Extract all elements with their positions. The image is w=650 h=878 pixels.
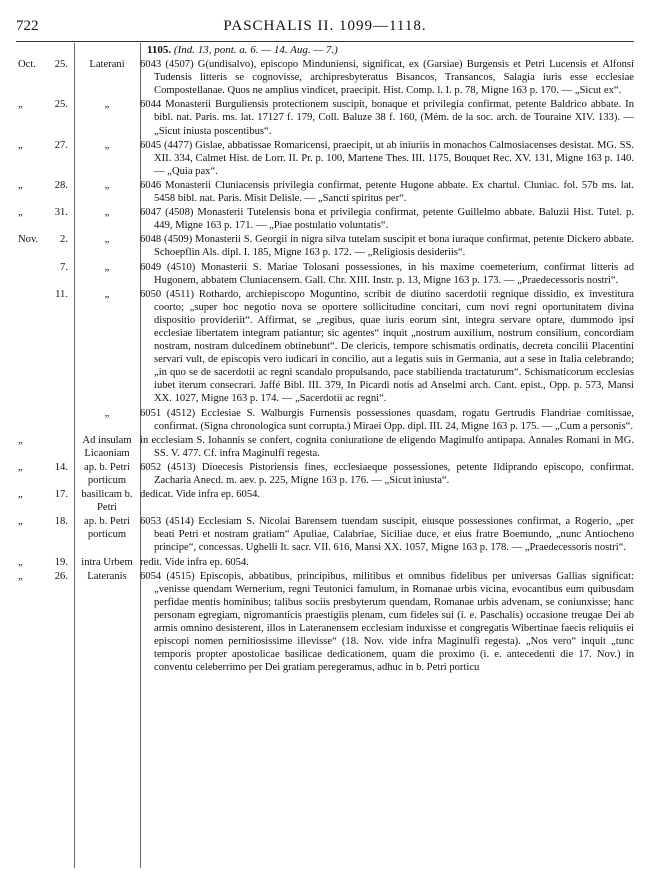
entry-text: 6050 (4511) Rothardo, archiepiscopo Moguntino, scribit de diutino sacerdotii regnique dissidio, ex investitura coorto; „super hoc negotio nova se oportere sollicitudine concitari, cum novi regni oportunitatem divina dispositio provideriit“. Affirmat, se „regibus, quae iuris eorum sint, integra servare optare, dummodo ipsi ecclesiae libertatem integram patiantur; sic agentes“ inquit „nostrum auxilium, nostrum consilium, concordiam nostram, nostram dulcedinem obtinebunt“. De clericis, tempore schismatis ordinatis, decreta concilii Placentini servari vult, de episcopis vero iudicari in concilio, aut a legatis suis in Germania, aut a sese in Italia celebrando; „in quo se de sacerdotii ac regni scandalo propulsando, pace stabilienda tractaturum“. Schismaticorum ecclesias iubet iterum consecrari. Jaffé Bibl. III. 379, In Picardi notis ad Anselmi arch. Cant. epist., Opp. p. 573, Mansi XX. 1027, Migne 163 p. 174. — „Sacerdotii ac regni“. [140, 288, 634, 405]
entry-place: „ [104, 179, 110, 191]
entry-day: 25. [54, 59, 68, 71]
entry-day: 25. [54, 99, 68, 111]
entry-text: 6051 (4512) Ecclesiae S. Walburgis Furnensis possessiones quasdam, rogatu Gertrudis Flandriae comitissae, confirmat. (Signa chronologica sunt corrupta.) Miraei Opp. dipl. III. 24, Migne 163 p. 175. — „Cum a personis“. [140, 407, 634, 432]
entry-month: „ [18, 207, 23, 219]
regesta-entry [16, 139, 634, 178]
entry-text: 6049 (4510) Monasterii S. Mariae Tolosani possessiones, in his maxime coemeterium, confirmat litteris ad Hugonem, abbatem Cluniacensem. Gall. Chr. XIII. Instr. p. 13, Migne 163 p. 173. — „Praedecessoris nostri“. [140, 261, 634, 286]
running-header [16, 18, 634, 38]
entry-text: 6043 (4507) G(undisalvo), episcopo Minduniensi, significat, ex (Garsiae) Burgensis et Petri Lucensis et Alfonsi Tudensis litteris se cognovisse, archipresbyteratus Bisancos, Transancos, Salagia iuris esse ecclesiae Compostellanae. Quos ne amplius vindicet, praecipit. Hist. Comp. l. I. p. 78, Migne 163 p. 170. — „Sicut ex“. [140, 59, 634, 97]
entry-day: 18. [54, 516, 68, 528]
year: 1105. [147, 44, 172, 56]
regesta-entry [16, 288, 634, 406]
regesta-entry [16, 98, 634, 137]
regesta-entry [16, 179, 634, 205]
running-head: PASCHALIS II. 1099—1118. [223, 18, 427, 34]
regesta-entry [16, 488, 634, 514]
entry-text: 6053 (4514) Ecclesiam S. Nicolai Barensem tuendam suscipit, eiusque possessiones confirmat, a Rogerio, „per beati Petri et nostram gratiam“ Apuliae, Calabriae, Siciliae duce, et eius fratre Boemundo, „nunc Antiocheno principe“, concessas. Ughelli It. sacr. VII. 616, Mansi XX. 1057, Migne 163 p. 178. — „Praedecessoris nostri“. [140, 516, 634, 554]
entry-place: „ [104, 207, 110, 219]
indiction: (Ind. 13, pont. a. 6. — 14. Aug. — 7.) [173, 44, 338, 56]
regesta-entry [16, 233, 634, 259]
regesta-entry [16, 461, 634, 487]
entry-text: dedicat. Vide infra ep. 6054. [140, 489, 261, 501]
entry-place: ap. b. Petri porticum [84, 461, 130, 486]
entry-place: „ [104, 407, 110, 419]
entry-text: 6044 Monasterii Burguliensis protectionem suscipit, bonaque et privilegia confirmat, petente Baldrico abbate. In bibl. nat. Paris. ms. lat. 17127 f. 179, Coll. Baluze 38 f. 160, (Mém. de la soc. arch. de Touraine XIV. 133). — „Sicut iniusta poscentibus“. [140, 99, 634, 137]
entry-place: basilicam b. Petri [81, 489, 133, 514]
entry-place: „ [104, 288, 110, 300]
entry-place: „ [104, 261, 110, 273]
entry-day: 19. [54, 556, 68, 568]
entry-month: „ [18, 516, 23, 528]
regesta-entry [16, 206, 634, 232]
entry-text: 6052 (4513) Dioecesis Pistoriensis fines, ecclesiaeque possessiones, petente Ildiprando episcopo, confirmat. Zacharia Anecd. m. aev. p. 225, Migne 163 p. 176. — „Sicut iniusta“. [140, 461, 634, 486]
entry-month: Nov. [18, 234, 39, 246]
entry-day: 28. [54, 179, 68, 191]
regesta-entry [16, 434, 634, 460]
regesta-entry [16, 58, 634, 97]
entry-month: „ [18, 556, 23, 568]
entry-text: 6047 (4508) Monasterii Tutelensis bona et privilegia confirmat, petente Guillelmo abbate. Baluzii Hist. Tutel. p. 449, Migne 163 p. 171. — „Piae postulatio voluntatis“. [140, 207, 634, 232]
entry-place: Lateranis [87, 570, 127, 582]
entry-text: redit. Vide infra ep. 6054. [140, 556, 249, 568]
regesta-entry [16, 556, 634, 569]
entry-month: „ [18, 434, 23, 446]
entry-month: Oct. [18, 59, 36, 71]
regesta-entry [16, 515, 634, 554]
entry-day: 14. [54, 461, 68, 473]
entry-place: ap. b. Petri porticum [84, 516, 130, 541]
entry-month: „ [18, 461, 23, 473]
entry-month: „ [18, 489, 23, 501]
entry-day: 7. [60, 261, 68, 273]
entry-place: „ [104, 234, 110, 246]
regesta-table [16, 44, 634, 674]
entry-place: „ [104, 139, 110, 151]
entry-text: 6046 Monasterii Cluniacensis privilegia confirmat, petente Hugone abbate. Ex chartul. Cluniac. fol. 57b ms. lat. 5458 bibl. nat. Paris. Misit Delisle. — „Sancti spiritus per“. [140, 179, 634, 205]
regesta-entry [16, 407, 634, 433]
entry-place: intra Urbem [81, 556, 133, 568]
regesta-entry [16, 261, 634, 287]
entry-place: „ [104, 99, 110, 111]
entry-month: „ [18, 570, 23, 582]
entry-day: 26. [54, 570, 68, 582]
entry-day: 31. [54, 207, 68, 219]
regesta-entry [16, 570, 634, 675]
entry-month: „ [18, 179, 23, 191]
header-rule [16, 41, 634, 42]
entry-month: „ [18, 139, 23, 151]
page-number: 722 [16, 18, 39, 34]
entry-day: 27. [54, 139, 68, 151]
entry-month: „ [18, 99, 23, 111]
entry-day: 11. [55, 288, 68, 300]
entry-day: 17. [54, 489, 68, 501]
entry-text: 6048 (4509) Monasterii S. Georgii in nigra silva tutelam suscipit et bona iuraque confirmat, petente Dickero abbate. Schoepflin Als. dipl. I. 185, Migne 163 p. 172. — „Religiosis desideriis“. [140, 234, 634, 259]
entry-day: 2. [60, 234, 68, 246]
entry-text: in ecclesiam S. Iohannis se confert, cognita coniuratione de eligendo Maginulfo antipapa. Annales Romani in MG. SS. V. 477. Cf. infra Maginulfi regesta. [140, 434, 634, 459]
entry-text: 6054 (4515) Episcopis, abbatibus, principibus, militibus et omnibus fidelibus per universas Gallias significat: „venisse quendam Wernerium, regni Teutonici famulum, in Romanae urbis vicina, evocantibus eum quibusdam perfidae mentis hominibus; talibus sociis presbyterum quendam, Romanae urbis advenam, se coniunxisse; hanc personam egregiam, nigromanticis praestigiis plenam, cum fideles sui (i. e. Paschalis) occasione treugae Dei ab armis omnino desisterent, illos in Lateranensem ecclesiam induxisse et congregatis Wibertinae faecis reliquiis ei episcopi nomen pernitiosissime illevisse“ (18. Nov. vide infra Maginulfi regesta). „Nos vero“ inquit „tunc temporis propter apostolicae basilicae dedicationem, quam die proximo (i. e. antecedenti die 17. Nov.) in conventu celeberrimo per Dei gratiam peregeramus, adhuc in b. Petri porticu [140, 570, 634, 674]
entry-text: 6045 (4477) Gislae, abbatissae Romaricensi, praecipit, ut ab iniuriis in monachos Calmosiacenses desistat. MG. SS. XII. 334, Calmet Hist. de Lorr. II. Pr. p. 100, Martene Thes. III. 1175, Bouquet Rec. XV. 131, Migne 163 p. 140. — „Quia pax“. [140, 139, 634, 177]
entry-place: Laterani [89, 59, 125, 71]
year-heading-row [16, 44, 634, 57]
year-heading [140, 44, 634, 57]
entry-place: Ad insulam Licaoniam [82, 434, 132, 459]
